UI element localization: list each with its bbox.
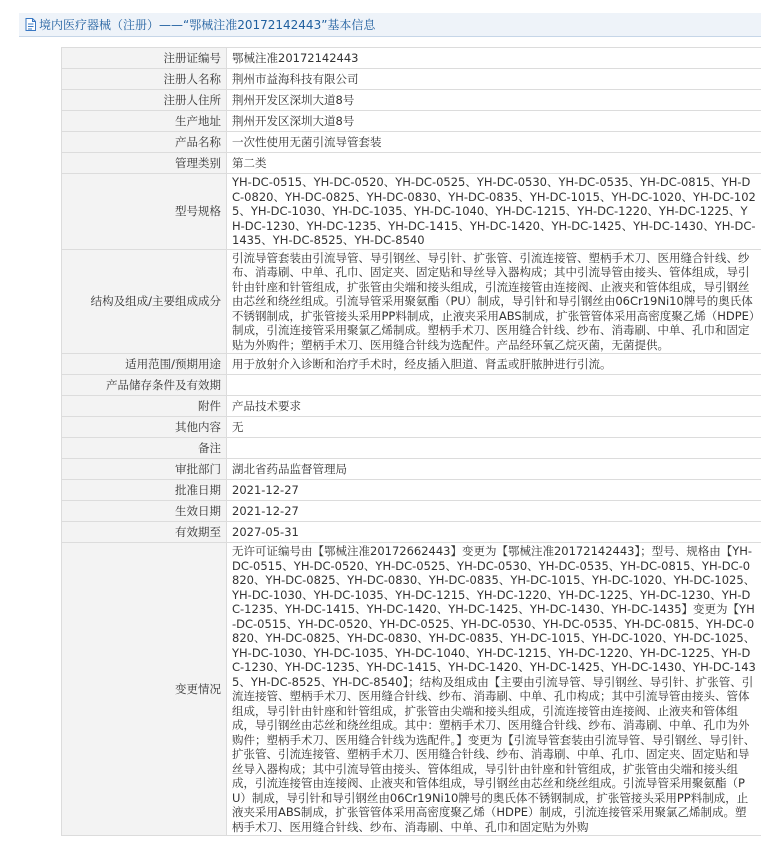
row-approval-dept: [62, 459, 761, 480]
storage-value: [227, 375, 761, 396]
product-name-value: 一次性使用无菌引流导管套装: [227, 132, 761, 153]
row-scope: [62, 354, 761, 375]
row-other: [62, 417, 761, 438]
field-label: 批准日期: [62, 480, 227, 501]
scope-value: 用于放射介入诊断和治疗手术时，经皮插入胆道、肾盂或肝脓肿进行引流。: [227, 354, 761, 375]
row-approval-date: [62, 480, 761, 501]
field-label: 变更情况: [62, 543, 227, 836]
info-table: [61, 47, 761, 836]
field-label: 生产地址: [62, 111, 227, 132]
field-label: 备注: [62, 438, 227, 459]
field-label: 产品储存条件及有效期: [62, 375, 227, 396]
document-icon: [25, 18, 36, 31]
field-label: 审批部门: [62, 459, 227, 480]
row-product-name: [62, 132, 761, 153]
category-value: 第二类: [227, 153, 761, 174]
row-registrant: [62, 69, 761, 90]
field-label: 适用范围/预期用途: [62, 354, 227, 375]
field-label: 型号规格: [62, 174, 227, 250]
row-structure: [62, 249, 761, 354]
row-attachments: [62, 396, 761, 417]
structure-value: 引流导管套装由引流导管、导引钢丝、导引针、扩张管、引流连接管、塑柄手术刀、医用缝合针线、纱布、消毒刷、中单、孔巾、固定夹、固定贴和导丝导入器构成；其中引流导管由接头、管体组成，导引针由针座和针管组成，扩张管由尖端和接头组成，引流连接管由连接阀、止液夹和管体组成，导引钢丝由芯丝和绕丝组成。引流导管采用聚氨酯（PU）制成，导引针和导引钢丝由06Cr19Ni10牌号的奥氏体不锈钢制成，扩张管接头采用PP料制成，止液夹采用ABS制成，扩张管管体采用高密度聚乙烯（HDPE）制成，引流连接管采用聚氯乙烯制成。塑柄手术刀、医用缝合针线、纱布、消毒刷、中单、孔巾和固定贴为外购件；塑柄手术刀、医用缝合针线为选配件。产品经环氧乙烷灭菌，无菌提供。: [227, 249, 761, 354]
row-changes: [62, 543, 761, 836]
attachments-value: 产品技术要求: [227, 396, 761, 417]
field-label: 注册证编号: [62, 48, 227, 69]
row-category: [62, 153, 761, 174]
approval-date-value: 2021-12-27: [227, 480, 761, 501]
field-label: 有效期至: [62, 522, 227, 543]
field-label: 产品名称: [62, 132, 227, 153]
field-label: 注册人住所: [62, 90, 227, 111]
row-reg-no: [62, 48, 761, 69]
production-address-value: 荆州开发区深圳大道8号: [227, 111, 761, 132]
row-remarks: [62, 438, 761, 459]
row-registrant-address: [62, 90, 761, 111]
changes-value: 无许可证编号由【鄂械注准20172662443】变更为【鄂械注准20172142443】；型号、规格由【YH-DC-0515、YH-DC-0520、YH-DC-0525、YH-DC-0530、YH-DC-0535、YH-DC-0815、YH-DC-0820、YH-DC-0825、YH-DC-0830、YH-DC-0835、YH-DC-1015、YH-DC-1020、YH-DC-1025、YH-DC-1030、YH-DC-1035、YH-DC-1215、YH-DC-1220、YH-DC-1225、YH-DC-1230、YH-DC-1235、YH-DC-1415、YH-DC-1420、YH-DC-1425、YH-DC-1430、YH-DC-1435】变更为【YH-DC-0515、YH-DC-0520、YH-DC-0525、YH-DC-0530、YH-DC-0535、YH-DC-0815、YH-DC-0820、YH-DC-0825、YH-DC-0830、YH-DC-0835、YH-DC-1015、YH-DC-1020、YH-DC-1025、YH-DC-1030、YH-DC-1035、YH-DC-1040、YH-DC-1215、YH-DC-1220、YH-DC-1225、YH-DC-1230、YH-DC-1235、YH-DC-1415、YH-DC-1420、YH-DC-1425、YH-DC-1430、YH-DC-1435、YH-DC-8525、YH-DC-8540】；结构及组成由【主要由引流导管、导引钢丝、导引针、扩张管、引流连接管、塑柄手术刀、医用缝合针线、纱布、消毒刷、中单、孔巾构成；其中引流导管由接头、管体组成，导引针由针座和针管组成，扩张管由尖端和接头组成，引流连接管由连接阀、止液夹和管体组成，导引钢丝由芯丝和绕丝组成。其中：塑柄手术刀、医用缝合针线、纱布、消毒刷、中单、孔巾为外购件；塑柄手术刀、医用缝合针线为选配件。】变更为【引流导管套装由引流导管、导引钢丝、导引针、扩张管、引流连接管、塑柄手术刀、医用缝合针线、纱布、消毒刷、中单、孔巾、固定夹、固定贴和导丝导入器构成；其中引流导管由接头、管体组成，导引针由针座和针管组成，扩张管由尖端和接头组成，引流连接管由连接阀、止液夹和管体组成，导引钢丝由芯丝和绕丝组成。引流导管采用聚氨酯（PU）制成，导引针和导引钢丝由06Cr19Ni10牌号的奥氏体不锈钢制成，扩张管接头采用PP料制成，止液夹采用ABS制成，扩张管管体采用高密度聚乙烯（HDPE）制成，引流连接管采用聚氯乙烯制成。塑柄手术刀、医用缝合针线、纱布、消毒刷、中单、孔巾和固定贴为外购: [227, 543, 761, 836]
field-label: 生效日期: [62, 501, 227, 522]
row-production-address: [62, 111, 761, 132]
other-value: 无: [227, 417, 761, 438]
registrant-value: 荆州市益海科技有限公司: [227, 69, 761, 90]
row-models: [62, 174, 761, 250]
field-label: 管理类别: [62, 153, 227, 174]
models-value: YH-DC-0515、YH-DC-0520、YH-DC-0525、YH-DC-0530、YH-DC-0535、YH-DC-0815、YH-DC-0820、YH-DC-0825、YH-DC-0830、YH-DC-0835、YH-DC-1015、YH-DC-1020、YH-DC-1025、YH-DC-1030、YH-DC-1035、YH-DC-1040、YH-DC-1215、YH-DC-1220、YH-DC-1225、YH-DC-1230、YH-DC-1235、YH-DC-1415、YH-DC-1420、YH-DC-1425、YH-DC-1430、YH-DC-1435、YH-DC-8525、YH-DC-8540: [227, 174, 761, 250]
row-storage: [62, 375, 761, 396]
row-effective-date: [62, 501, 761, 522]
field-label: 其他内容: [62, 417, 227, 438]
field-label: 结构及组成/主要组成成分: [62, 249, 227, 354]
effective-date-value: 2021-12-27: [227, 501, 761, 522]
expiry-date-value: 2027-05-31: [227, 522, 761, 543]
field-label: 附件: [62, 396, 227, 417]
reg-no-value: 鄂械注准20172142443: [227, 48, 761, 69]
remarks-value: [227, 438, 761, 459]
approval-dept-value: 湖北省药品监督管理局: [227, 459, 761, 480]
row-expiry-date: [62, 522, 761, 543]
registrant-address-value: 荆州开发区深圳大道8号: [227, 90, 761, 111]
page-title-bar: [19, 13, 761, 37]
page-title: 境内医疗器械（注册）——“鄂械注准20172142443”基本信息: [39, 18, 376, 32]
field-label: 注册人名称: [62, 69, 227, 90]
